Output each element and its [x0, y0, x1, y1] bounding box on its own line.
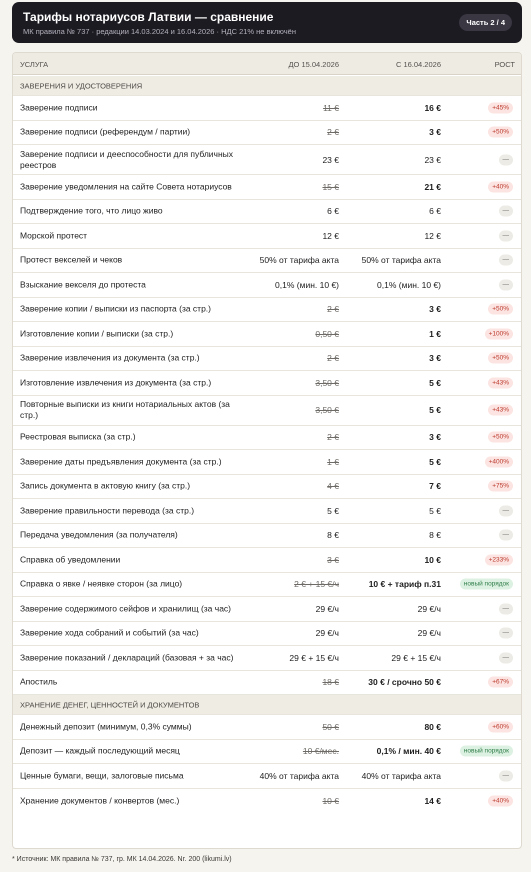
old-price: 12 €	[322, 230, 339, 241]
footnote: * Источник: МК правила № 737, гр. МК 14.04.2026. Nr. 200 (likumi.lv)	[12, 856, 232, 863]
new-price: 3 €	[429, 353, 441, 364]
growth-badge: +233%	[485, 554, 513, 565]
table-row	[13, 249, 521, 274]
growth-badge: новый порядок	[460, 579, 513, 590]
table-row	[13, 426, 521, 451]
growth-badge: +50%	[488, 353, 513, 364]
section-row	[13, 695, 521, 715]
service-name: Денежный депозит (минимум, 0,3% суммы)	[20, 721, 192, 732]
new-price: 0,1% / мин. 40 €	[376, 746, 441, 757]
new-price: 29 €/ч	[417, 603, 441, 614]
service-name: Справка об уведомлении	[20, 554, 121, 565]
new-price: 40% от тарифа акта	[361, 770, 441, 781]
table-row	[13, 273, 521, 298]
growth-badge: —	[499, 770, 514, 781]
old-price: 6 €	[327, 206, 339, 217]
growth-badge: —	[499, 628, 514, 639]
new-price: 5 €	[429, 505, 441, 516]
growth-badge: +40%	[488, 795, 513, 806]
table-row	[13, 597, 521, 622]
page-subtitle: МК правила № 737 · редакции 14.03.2024 и 16.04.2026 · НДС 21% не включён	[23, 27, 296, 36]
service-name: Передача уведомления (за получателя)	[20, 529, 178, 540]
column-header-service: УСЛУГА	[20, 60, 49, 69]
growth-badge: —	[499, 603, 514, 614]
table-row	[13, 548, 521, 573]
old-price: 0,50 €	[315, 328, 339, 339]
section-label: ХРАНЕНИЕ ДЕНЕГ, ЦЕННОСТЕЙ И ДОКУМЕНТОВ	[20, 700, 200, 709]
table-row	[13, 740, 521, 765]
service-name: Повторные выписки из книги нотариальных актов (за стр.)	[20, 399, 230, 420]
new-price: 14 €	[424, 795, 441, 806]
service-name: Справка о явке / неявке сторон (за лицо)	[20, 578, 183, 589]
old-price: 10 €	[322, 795, 339, 806]
table-body	[13, 76, 521, 813]
table-row	[13, 450, 521, 475]
growth-badge: +67%	[488, 677, 513, 688]
service-name: Реестровая выписка (за стр.)	[20, 431, 136, 442]
old-price: 3,50 €	[315, 377, 339, 388]
tariff-table	[12, 52, 522, 849]
new-price: 10 € + тариф п.31	[368, 579, 441, 590]
new-price: 16 €	[424, 102, 441, 113]
new-price: 7 €	[429, 481, 441, 492]
growth-badge: —	[499, 230, 514, 241]
column-header-new: С 16.04.2026	[395, 60, 441, 69]
table-row	[13, 646, 521, 671]
service-name: Хранение документов / конвертов (мес.)	[20, 795, 180, 806]
column-header-old: ДО 15.04.2026	[288, 60, 339, 69]
part-badge: Часть 2 / 4	[459, 14, 512, 31]
table-row	[13, 499, 521, 524]
table-row	[13, 96, 521, 121]
old-price: 5 €	[327, 505, 339, 516]
old-price: 2 €	[327, 353, 339, 364]
old-price: 10 €/мес.	[302, 746, 339, 757]
old-price: 11 €	[323, 102, 339, 113]
new-price: 50% от тарифа акта	[361, 255, 441, 266]
growth-badge: +45%	[488, 102, 513, 113]
new-price: 3 €	[429, 432, 441, 443]
service-name: Заверение содержимого сейфов и хранилищ (за час)	[20, 603, 231, 614]
table-header	[13, 53, 521, 75]
old-price: 2 € + 15 €/ч	[294, 579, 339, 590]
service-name: Заверение подписи	[20, 102, 98, 113]
service-name: Запись документа в актовую книгу (за стр.)	[20, 480, 191, 491]
service-name: Заверение подписи (референдум / партии)	[20, 126, 191, 137]
page-title: Тарифы нотариусов Латвии — сравнение	[23, 10, 274, 24]
growth-badge: +43%	[488, 377, 513, 388]
service-name: Заверение уведомления на сайте Совета нотариусов	[20, 181, 232, 192]
growth-badge: —	[499, 279, 514, 290]
old-price: 23 €	[322, 154, 339, 165]
table-row	[13, 396, 521, 426]
old-price: 2 €	[327, 432, 339, 443]
growth-badge: +100%	[485, 328, 513, 339]
old-price: 18 €	[322, 677, 339, 688]
column-header-growth: РОСТ	[494, 60, 515, 69]
old-price: 4 €	[327, 481, 339, 492]
old-price: 40% от тарифа акта	[259, 770, 339, 781]
service-name: Ценные бумаги, вещи, залоговые письма	[20, 770, 184, 781]
new-price: 3 €	[429, 127, 441, 138]
service-name: Заверение показаний / деклараций (базовая + за час)	[20, 652, 234, 663]
old-price: 29 €/ч	[315, 628, 339, 639]
service-name: Взыскание векселя до протеста	[20, 279, 146, 290]
section-row	[13, 76, 521, 96]
new-price: 5 €	[429, 377, 441, 388]
growth-badge: +60%	[488, 721, 513, 732]
old-price: 15 €	[322, 181, 339, 192]
old-price: 29 €/ч	[315, 603, 339, 614]
growth-badge: +50%	[488, 304, 513, 315]
old-price: 3 €	[327, 554, 339, 565]
old-price: 2 €	[327, 304, 339, 315]
service-name: Заверение подписи и дееспособности для публичных реестров	[20, 148, 234, 170]
service-name: Депозит — каждый последующий месяц	[20, 745, 180, 756]
growth-badge: —	[499, 530, 514, 541]
growth-badge: +75%	[488, 481, 513, 492]
table-row	[13, 715, 521, 740]
old-price: 8 €	[327, 530, 339, 541]
section-label: ЗАВЕРЕНИЯ И УДОСТОВЕРЕНИЯ	[20, 81, 143, 90]
new-price: 5 €	[429, 405, 441, 415]
new-price: 5 €	[429, 456, 441, 467]
table-row	[13, 622, 521, 647]
old-price: 50 €	[322, 721, 339, 732]
table-row	[13, 475, 521, 500]
old-price: 0,1% (мин. 10 €)	[275, 279, 339, 290]
table-row	[13, 200, 521, 225]
service-name: Заверение копии / выписки из паспорта (за стр.)	[20, 303, 211, 314]
table-row	[13, 145, 521, 175]
growth-badge: —	[499, 154, 514, 165]
service-name: Протест векселей и чеков	[20, 254, 123, 265]
new-price: 29 € + 15 €/ч	[391, 652, 441, 663]
old-price: 1 €	[327, 456, 339, 467]
new-price: 21 €	[424, 181, 441, 192]
service-name: Заверение даты предъявления документа (за стр.)	[20, 456, 222, 467]
old-price: 29 € + 15 €/ч	[289, 652, 339, 663]
service-name: Апостиль	[20, 676, 58, 687]
table-row	[13, 175, 521, 200]
table-row	[13, 322, 521, 347]
new-price: 10 €	[424, 554, 441, 565]
growth-badge: —	[499, 206, 514, 217]
table-row	[13, 524, 521, 549]
table-row	[13, 789, 521, 814]
table-row	[13, 764, 521, 789]
table-row	[13, 121, 521, 146]
new-price: 30 € / срочно 50 €	[368, 677, 441, 688]
growth-badge: новый порядок	[460, 746, 513, 757]
table-row	[13, 298, 521, 323]
new-price: 8 €	[429, 530, 441, 541]
new-price: 80 €	[424, 721, 441, 732]
table-row	[13, 224, 521, 249]
new-price: 23 €	[424, 154, 441, 165]
new-price: 1 €	[429, 328, 441, 339]
growth-badge: —	[499, 255, 514, 266]
service-name: Подтверждение того, что лицо живо	[20, 205, 163, 216]
new-price: 29 €/ч	[417, 628, 441, 639]
growth-badge: —	[499, 505, 514, 516]
table-row	[13, 671, 521, 696]
growth-badge: +43%	[488, 405, 513, 416]
old-price: 50% от тарифа акта	[259, 255, 339, 266]
service-name: Морской протест	[20, 230, 88, 241]
growth-badge: —	[499, 652, 514, 663]
growth-badge: +50%	[488, 127, 513, 138]
service-name: Изготовление копии / выписки (за стр.)	[20, 328, 174, 339]
service-name: Заверение хода собраний и событий (за час)	[20, 627, 199, 638]
table-row	[13, 347, 521, 372]
growth-badge: +40%	[488, 181, 513, 192]
service-name: Заверение извлечения из документа (за стр.)	[20, 352, 200, 363]
service-name: Заверение правильности перевода (за стр.)	[20, 505, 195, 516]
old-price: 3,50 €	[315, 405, 339, 415]
growth-badge: +50%	[488, 432, 513, 443]
new-price: 6 €	[429, 206, 441, 217]
new-price: 12 €	[424, 230, 441, 241]
old-price: 2 €	[327, 127, 339, 138]
new-price: 3 €	[429, 304, 441, 315]
new-price: 0,1% (мин. 10 €)	[377, 279, 441, 290]
table-row	[13, 371, 521, 396]
growth-badge: +400%	[485, 456, 513, 467]
header-bar	[12, 2, 522, 43]
table-row	[13, 573, 521, 598]
service-name: Изготовление извлечения из документа (за стр.)	[20, 377, 212, 388]
